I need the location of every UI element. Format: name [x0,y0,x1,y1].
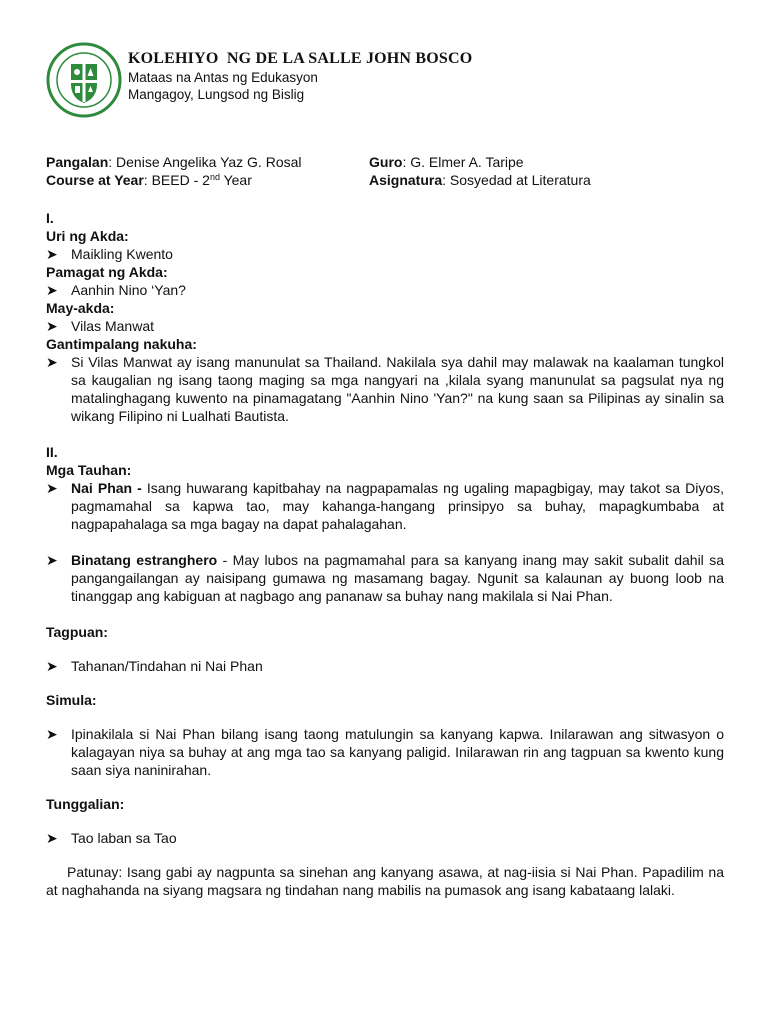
bullet-arrow-icon: ➤ [46,830,58,846]
course-value: : BEED - 2 [143,172,210,188]
teacher-value: : G. Elmer A. Taripe [402,154,524,170]
subject-value: : Sosyedad at Literatura [442,172,591,188]
pamagat-heading: Pamagat ng Akda: [46,264,168,280]
character-description: - May lubos na pagmamahal para sa kanyang inang may sakit subalit dahil sa pangangailangan ay naisipang gumawa ng masamang bagay. Ngunit sa kalaunan ay buong loob na tinanggap ang kabiguan at nagbago ang pananaw sa buhay nang makilala si Nai Phan. [71,552,724,604]
list-item [46,657,724,675]
tagpuan-heading: Tagpuan: [46,624,108,640]
tauhan-heading: Mga Tauhan: [46,462,132,478]
character-name: Nai Phan - [71,480,142,496]
list-item [46,479,724,533]
info-row-1 [46,153,726,171]
tunggalian-value: Tao laban sa Tao [71,830,177,846]
name-value: : Denise Angelika Yaz G. Rosal [108,154,302,170]
student-info [46,153,726,189]
character-description: Isang huwarang kapitbahay na nagpapamalas ng ugaling mapagbigay, may takot sa Diyos, pagmamahal sa kapwa tao, may kahanga-hangang prinsipyo sa buhay, mapagkumbaba at nagpapahalaga sa mga bagay na dapat pahalagahan. [71,480,724,532]
list-item [46,245,724,263]
course-label: Course at Year [46,172,144,188]
name-label: Pangalan [46,154,109,170]
tagpuan-value: Tahanan/Tindahan ni Nai Phan [71,658,263,674]
gantimpala-heading: Gantimpalang nakuha: [46,336,197,352]
bullet-arrow-icon: ➤ [46,354,58,370]
patunay-paragraph: Patunay: Isang gabi ay nagpunta sa sinehan ang kanyang asawa, at nag-iisia si Nai Phan. Papadilim na at naghahanda na siyang magsara ng tindahan nang mabilis na pumasok ang isang kabataang lalaki. [46,864,724,898]
bullet-arrow-icon: ➤ [46,246,58,262]
school-name: KOLEHIYO NG DE LA SALLE JOHN BOSCO [128,50,473,67]
tunggalian-heading: Tunggalian: [46,796,125,812]
list-item [46,829,724,847]
course-field [46,172,252,188]
list-item [46,725,724,779]
gantimpala-text: Si Vilas Manwat ay isang manunulat sa Thailand. Nakilala sya dahil may malawak na kaalaman tungkol sa kaugalian ng isang taong maging sa mga nangyari na ,kilala syang manunulat sa pagsulat nya ng matalinghagang kuwento na pinamagatang "Aanhin Nino 'Yan?" na kung saan sa Pilipinas ay sinalin sa wikang Filipino ni Lualhati Bautista. [71,354,724,424]
teacher-field [369,153,524,171]
school-header [128,49,472,103]
teacher-label: Guro [369,154,403,170]
info-row-2 [46,171,726,189]
pamagat-value: Aanhin Nino ‘Yan? [71,282,186,298]
subject-field [369,171,591,189]
simula-text: Ipinakilala si Nai Phan bilang isang taong matulungin sa kanyang kapwa. Inilarawan ang sitwasyon o kalagayan niya sa buhay at ang mga tao sa kanyang paligid. Inilarawan rin ang tagpuan sa kwento kung saan siya naninirahan. [71,726,724,778]
school-address: Mangagoy, Lungsod ng Bislig [128,87,305,102]
mayakda-value: Vilas Manwat [71,318,155,334]
bullet-arrow-icon: ➤ [46,318,58,334]
bullet-arrow-icon: ➤ [46,480,58,496]
document-body [46,209,724,899]
name-field [46,154,302,170]
course-suffix: Year [219,172,252,188]
list-item [46,353,724,425]
simula-heading: Simula: [46,692,97,708]
bullet-arrow-icon: ➤ [46,282,58,298]
course-ordinal: nd [209,172,220,182]
uri-value: Maikling Kwento [71,246,173,262]
school-tagline: Mataas na Antas ng Edukasyon [128,70,318,85]
bullet-arrow-icon: ➤ [46,552,58,568]
list-item [46,281,724,299]
mayakda-heading: May-akda: [46,300,115,316]
uri-heading: Uri ng Akda: [46,228,129,244]
section-number-1: I. [46,210,54,226]
section-number-2: II. [46,444,58,460]
list-item [46,317,724,335]
bullet-arrow-icon: ➤ [46,658,58,674]
school-seal-logo [46,42,122,118]
bullet-arrow-icon: ➤ [46,726,58,742]
subject-label: Asignatura [369,172,443,188]
list-item [46,551,724,605]
character-name: Binatang estranghero [71,552,218,568]
